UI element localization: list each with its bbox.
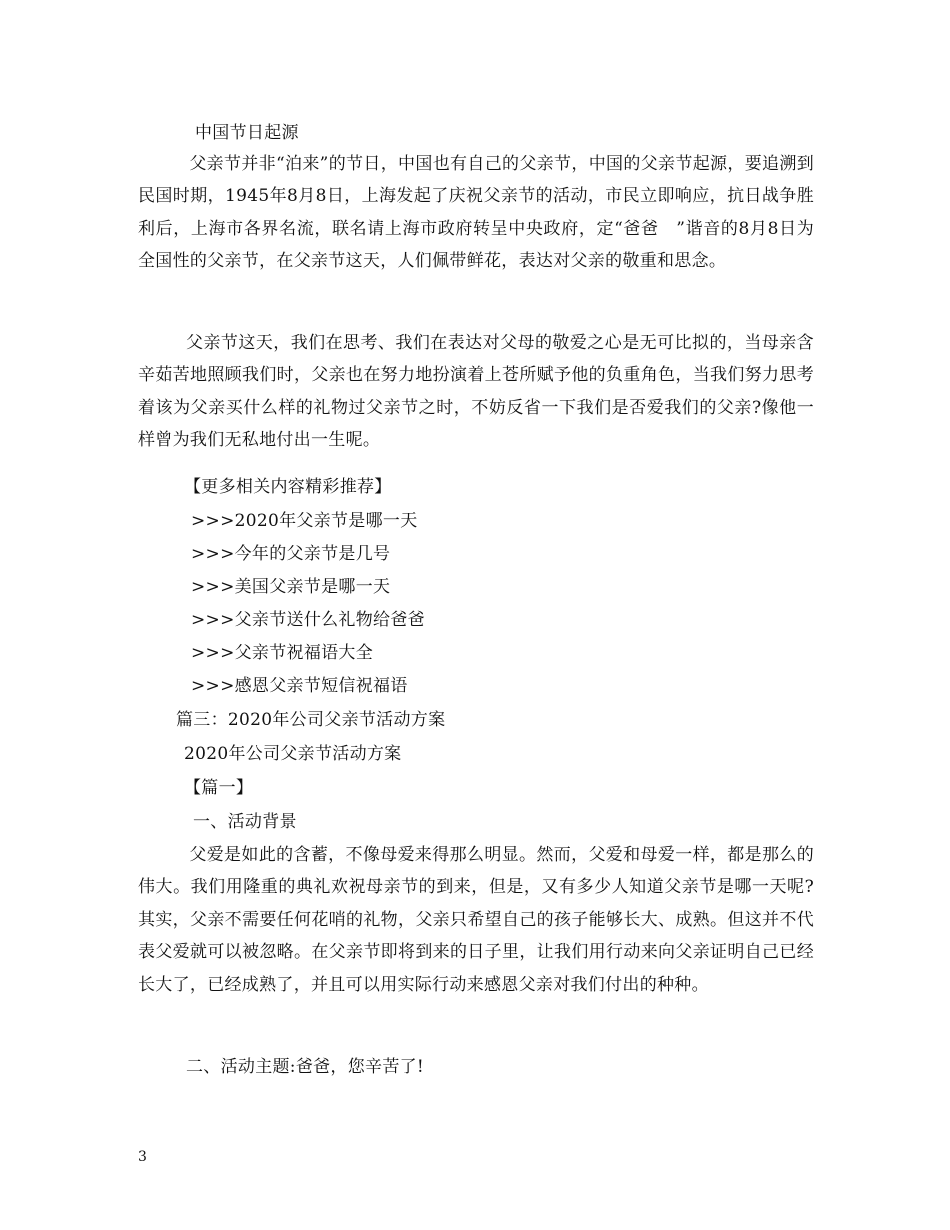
part-label: 【篇一】	[184, 778, 254, 798]
paragraph-background: 父爱是如此的含蓄，不像母爱来得那么明显。然而，父爱和母爱一样，都是那么的伟大。我们用隆重的典礼欢祝母亲节的到来，但是，又有多少人知道父亲节是哪一天呢?其实，父亲不需要任何花哨的礼物，父亲只希望自己的孩子能够长大、成熟。但这并不代表父爱就可以被忽略。在父亲节即将到来的日子里，让我们用行动来向父亲证明自己已经长大了，已经成熟了，并且可以用实际行动来感恩父亲对我们付出的种种。	[138, 845, 814, 995]
recommend-link[interactable]: >>>今年的父亲节是几号	[191, 544, 391, 564]
recommend-link[interactable]: >>>感恩父亲节短信祝福语	[191, 676, 408, 696]
recommend-link[interactable]: >>>美国父亲节是哪一天	[191, 577, 391, 597]
recommend-link[interactable]: >>>父亲节送什么礼物给爸爸	[191, 610, 425, 630]
recommend-heading: 【更多相关内容精彩推荐】	[184, 477, 392, 497]
plan-title: 2020年公司父亲节活动方案	[184, 744, 402, 764]
theme-heading: 二、活动主题:爸爸，您辛苦了!	[186, 1057, 425, 1077]
section-title-origin: 中国节日起源	[195, 123, 299, 143]
recommend-link[interactable]: >>>2020年父亲节是哪一天	[191, 511, 418, 531]
paragraph-origin: 父亲节并非“泊来”的节日，中国也有自己的父亲节，中国的父亲节起源，要追溯到民国时期，1945年8月8日，上海发起了庆祝父亲节的活动，市民立即响应，抗日战争胜利后，上海市各界名流，联名请上海市政府转呈中央政府，定“爸爸 ”谐音的8月8日为全国性的父亲节，在父亲节这天，人们佩带鲜花，表达对父亲的敬重和思念。	[138, 154, 814, 272]
paragraph-reflection: 父亲节这天，我们在思考、我们在表达对父母的敬爱之心是无可比拟的，当母亲含辛茹苦地照顾我们时，父亲也在努力地扮演着上苍所赋予他的负重角色，当我们努力思考着该为父亲买什么样的礼物过父亲节之时，不妨反省一下我们是否爱我们的父亲?像他一样曾为我们无私地付出一生呢。	[138, 333, 814, 451]
page-number: 3	[138, 1149, 147, 1165]
background-heading: 一、活动背景	[193, 812, 297, 832]
chapter-heading: 篇三：2020年公司父亲节活动方案	[176, 710, 446, 730]
recommend-link[interactable]: >>>父亲节祝福语大全	[191, 643, 374, 663]
